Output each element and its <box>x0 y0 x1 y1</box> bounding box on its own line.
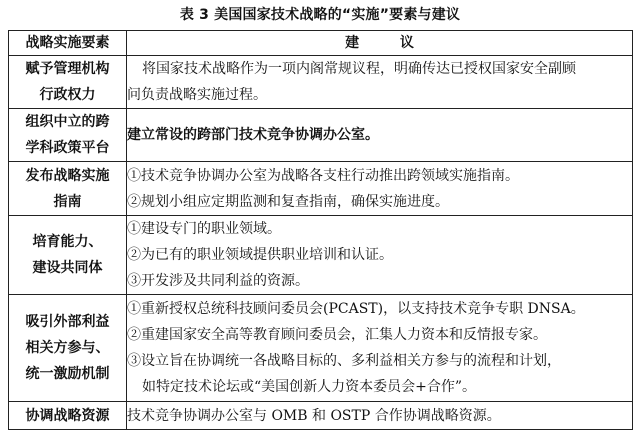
element-line: 统一激励机制 <box>25 366 110 382</box>
suggestion-line: ③设立旨在协调统一各战略目标的、多利益相关方参与的流程和计划， <box>127 353 561 369</box>
table-header-row <box>9 31 633 56</box>
suggestion-cell <box>127 56 633 109</box>
suggestion-line: ①重新授权总统科技顾问委员会(PCAST)，以支持技术竞争专职 DNSA。 <box>127 301 585 317</box>
element-line: 赋予管理机构 <box>25 61 110 77</box>
element-cell <box>9 109 127 162</box>
suggestion-line: ②规划小组应定期监测和复查指南，确保实施进度。 <box>127 193 449 210</box>
header-element: 战略实施要素 <box>9 31 127 56</box>
element-line: 吸引外部利益 <box>25 314 110 330</box>
suggestion-cell <box>127 216 633 295</box>
table-row <box>9 295 633 402</box>
element-cell <box>9 216 127 295</box>
suggestion-line: 建立常设的跨部门技术竞争协调办公室。 <box>127 127 379 143</box>
suggestion-cell <box>127 402 633 430</box>
table-row <box>9 216 633 295</box>
suggestion-line: 如特定技术论坛或“美国创新人力资本委员会+合作”。 <box>142 379 477 395</box>
element-cell <box>9 295 127 402</box>
suggestion-line: 技术竞争协调办公室与 OMB 和 OSTP 合作协调战略资源。 <box>127 407 501 424</box>
element-line: 建设共同体 <box>32 260 103 276</box>
suggestion-cell <box>127 109 633 162</box>
element-line: 协调战略资源 <box>25 407 110 424</box>
table-row <box>9 402 633 430</box>
element-line: 指南 <box>53 193 82 210</box>
element-line: 组织中立的跨 <box>25 114 110 130</box>
element-cell <box>9 402 127 430</box>
element-line: 培育能力、 <box>32 234 103 250</box>
element-line: 行政权力 <box>39 87 96 103</box>
implementation-table <box>8 30 633 430</box>
suggestion-line: ①建设专门的职业领域。 <box>127 221 281 237</box>
suggestion-line: 将国家技术战略作为一项内阁常规议程，明确传达已授权国家安全副顾 <box>142 61 576 77</box>
element-cell <box>9 56 127 109</box>
element-line: 发布战略实施 <box>25 167 110 184</box>
element-cell <box>9 162 127 216</box>
table-row <box>9 109 633 162</box>
table-row <box>9 162 633 216</box>
table-caption: 表 3 美国国家技术战略的“实施”要素与建议 <box>179 7 461 23</box>
suggestion-cell <box>127 295 633 402</box>
suggestion-line: 问负责战略实施过程。 <box>127 87 267 103</box>
suggestion-line: ③开发涉及共同利益的资源。 <box>127 273 309 289</box>
suggestion-cell <box>127 162 633 216</box>
table-row <box>9 56 633 109</box>
suggestion-line: ②重建国家安全高等教育顾问委员会，汇集人力资本和反情报专家。 <box>127 327 547 343</box>
suggestion-line: ①技术竞争协调办公室为战略各支柱行动推出跨领域实施指南。 <box>127 167 519 184</box>
element-line: 相关方参与、 <box>25 340 110 356</box>
element-line: 学科政策平台 <box>25 140 110 156</box>
suggestion-line: ②为已有的职业领域提供职业培训和认证。 <box>127 247 393 263</box>
header-suggestion: 建 议 <box>127 31 633 56</box>
